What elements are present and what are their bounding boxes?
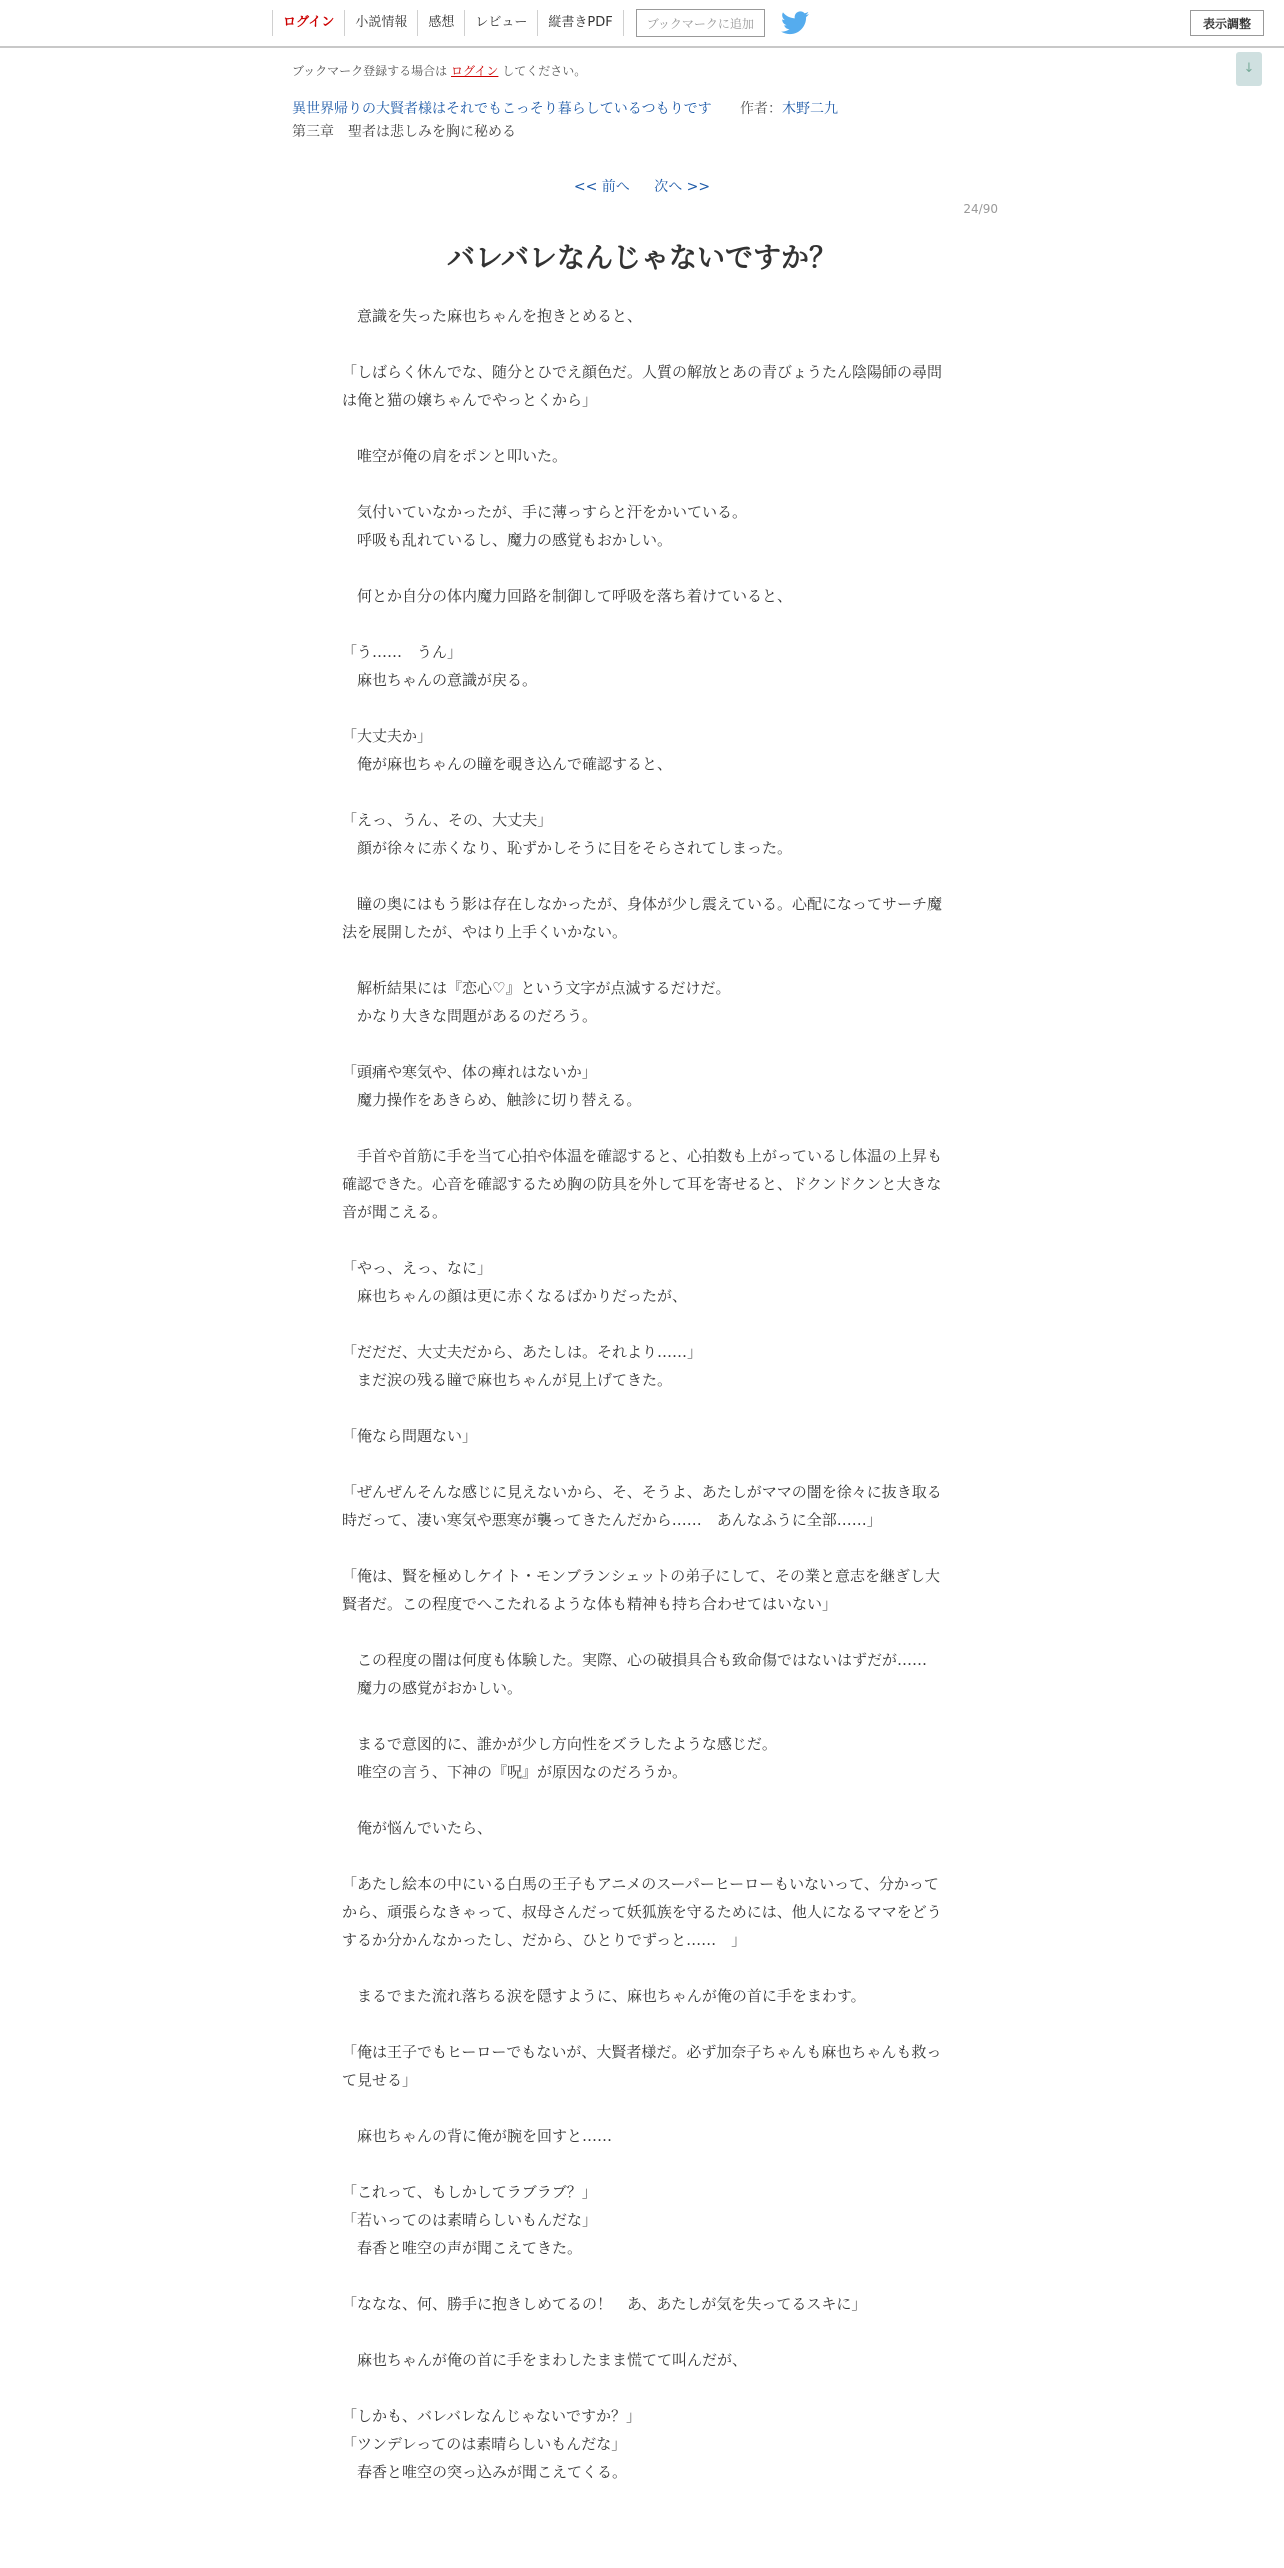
body-paragraph: 「あたし絵本の中にいる白馬の王子もアニメのスーパーヒーローもいないって、分かってから、頑張らなきゃって、叔母さんだって妖狐族を守るためには、他人になるママをどうするか分かんなかったし、だから、ひとりでずっと…… 」 — [342, 1875, 942, 1949]
body-paragraph — [342, 946, 942, 974]
body-paragraph: 瞳の奥にはもう影は存在しなかったが、身体が少し震えている。心配になってサーチ魔法を展開したが、やはり上手くいかない。 — [342, 895, 943, 941]
body-paragraph — [342, 2150, 942, 2178]
body-paragraph: 「俺なら問題ない」 — [342, 1427, 478, 1445]
body-paragraph: 「これって、もしかしてラブラブ？」 「若いってのは素晴らしいもんだな」 春香と唯空の声が聞こえてきた。 — [342, 2183, 598, 2257]
body-paragraph: 「やっ、えっ、なに」 麻也ちゃんの顔は更に赤くなるばかりだったが、 — [342, 1259, 688, 1305]
vertical-pdf-link[interactable]: 縦書きPDF — [537, 10, 623, 36]
main-nav — [272, 0, 809, 46]
notice-prefix: ブックマーク登録する場合は — [292, 64, 448, 78]
prev-episode-link[interactable]: << 前へ — [573, 179, 630, 195]
novel-title-link[interactable]: 異世界帰りの大賢者様はそれでもこっそり暮らしているつもりです — [292, 101, 712, 117]
body-paragraph — [342, 1310, 942, 1338]
twitter-bird-icon[interactable] — [781, 11, 809, 35]
body-paragraph — [342, 554, 942, 582]
body-paragraph — [342, 1842, 942, 1870]
body-paragraph — [342, 2094, 942, 2122]
body-paragraph — [342, 1534, 942, 1562]
body-paragraph — [342, 1702, 942, 1730]
body-paragraph: 「ぜんぜんそんな感じに見えないから、そ、そうよ、あたしがママの闇を徐々に抜き取る時だって、凄い寒気や悪寒が襲ってきたんだから…… あんなふうに全部……」 — [342, 1483, 942, 1529]
bookmark-login-notice — [292, 62, 586, 79]
body-paragraph — [342, 2374, 942, 2402]
body-paragraph: 解析結果には『恋心♡』という文字が点滅するだけだ。 かなり大きな問題があるのだろう。 — [357, 979, 731, 1025]
impressions-link[interactable]: 感想 — [417, 10, 464, 36]
body-paragraph: 「大丈夫か」 俺が麻也ちゃんの瞳を覗き込んで確認すると、 — [342, 727, 673, 773]
body-paragraph — [342, 1786, 942, 1814]
body-paragraph — [342, 694, 942, 722]
login-link[interactable]: ログイン — [272, 10, 344, 36]
body-paragraph: 唯空が俺の肩をポンと叩いた。 — [342, 447, 568, 465]
notice-suffix: してください。 — [502, 64, 587, 78]
body-paragraph: 麻也ちゃんが俺の首に手をまわしたまま慌てて叫んだが、 — [342, 2351, 748, 2369]
body-paragraph: 意識を失った麻也ちゃんを抱きとめると、 — [342, 307, 643, 325]
body-paragraph: 「う…… うん」 麻也ちゃんの意識が戻る。 — [342, 643, 538, 689]
body-paragraph — [342, 1394, 942, 1422]
top-navigation-bar — [0, 0, 1284, 48]
display-settings-button[interactable]: 表示調整 — [1190, 10, 1264, 36]
body-paragraph — [342, 1450, 942, 1478]
body-paragraph: 「しかも、バレバレなんじゃないですか？」 「ツンデレってのは素晴らしいもんだな」 春香と唯空の突っ込みが聞こえてくる。 — [342, 2407, 641, 2481]
episode-title: バレバレなんじゃないですか？ — [446, 241, 838, 274]
body-paragraph — [342, 2318, 942, 2346]
body-paragraph: この程度の闇は何度も体験した。実際、心の破損具合も致命傷ではないはずだが…… 魔力の感覚がおかしい。 — [357, 1651, 928, 1697]
body-paragraph — [342, 2010, 942, 2038]
body-paragraph: まるでまた流れ落ちる涙を隠すように、麻也ちゃんが俺の首に手をまわす。 — [342, 1987, 866, 2005]
body-paragraph — [342, 1114, 942, 1142]
body-paragraph — [342, 778, 942, 806]
body-paragraph: 「しばらく休んでな、随分とひでえ顔色だ。人質の解放とあの青びょうたん陰陽師の尋問は俺と猫の嬢ちゃんでやっとくから」 — [342, 363, 943, 409]
add-bookmark-button[interactable]: ブックマークに追加 — [636, 9, 765, 37]
scroll-down-arrow-icon[interactable]: ↓ — [1236, 52, 1262, 86]
body-paragraph: 「俺は、賢を極めしケイト・モンブランシェットの弟子にして、その業と意志を継ぎし大賢者だ。この程度でへこたれるような体も精神も持ち合わせてはいない」 — [342, 1567, 940, 1613]
novel-body — [342, 302, 942, 2486]
notice-login-link[interactable]: ログイン — [451, 64, 499, 78]
body-paragraph — [342, 862, 942, 890]
body-paragraph — [342, 610, 942, 638]
novel-header — [292, 98, 838, 118]
body-paragraph: 俺が悩んでいたら、 — [342, 1819, 493, 1837]
body-paragraph — [342, 2262, 942, 2290]
body-paragraph — [342, 1954, 942, 1982]
author-label: 作者： — [740, 101, 783, 117]
body-paragraph: まるで意図的に、誰かが少し方向性をズラしたような感じだ。 唯空の言う、下神の『呪』が原因なのだろうか。 — [357, 1735, 777, 1781]
body-paragraph — [342, 330, 942, 358]
body-paragraph — [342, 1030, 942, 1058]
body-paragraph: 「ななな、何、勝手に抱きしめてるの！ あ、あたしが気を失ってるスキに」 — [342, 2295, 867, 2313]
body-paragraph: 「だだだ、大丈夫だから、あたしは。それより……」 まだ涙の残る瞳で麻也ちゃんが見上げてきた。 — [342, 1343, 703, 1389]
next-episode-link[interactable]: 次へ >> — [654, 179, 711, 195]
body-paragraph: 手首や首筋に手を当て心拍や体温を確認すると、心拍数も上がっているし体温の上昇も確認できた。心音を確認するため胸の防具を外して耳を寄せると、ドクンドクンと大きな音が聞こえる。 — [342, 1147, 943, 1221]
body-paragraph — [342, 1226, 942, 1254]
chapter-title: 第三章 聖者は悲しみを胸に秘める — [292, 124, 516, 140]
body-paragraph — [342, 470, 942, 498]
body-paragraph — [342, 1618, 942, 1646]
author-link[interactable]: 木野二九 — [782, 101, 839, 117]
body-paragraph: 「えっ、うん、その、大丈夫」 顔が徐々に赤くなり、恥ずかしそうに目をそらされてしまった。 — [342, 811, 793, 857]
body-paragraph: 気付いていなかったが、手に薄っすらと汗をかいている。 呼吸も乱れているし、魔力の感覚もおかしい。 — [357, 503, 748, 549]
body-paragraph — [342, 414, 942, 442]
episode-counter: 24/90 — [963, 202, 998, 216]
body-paragraph: 何とか自分の体内魔力回路を制御して呼吸を落ち着けていると、 — [342, 587, 793, 605]
body-paragraph: 「頭痛や寒気や、体の痺れはないか」 魔力操作をあきらめ、触診に切り替える。 — [342, 1063, 642, 1109]
episode-pager — [0, 176, 1284, 196]
review-link[interactable]: レビュー — [464, 10, 537, 36]
body-paragraph: 麻也ちゃんの背に俺が腕を回すと…… — [342, 2127, 613, 2145]
novel-info-link[interactable]: 小説情報 — [344, 10, 417, 36]
body-paragraph: 「俺は王子でもヒーローでもないが、大賢者様だ。必ず加奈子ちゃんも麻也ちゃんも救って見せる」 — [342, 2043, 942, 2089]
